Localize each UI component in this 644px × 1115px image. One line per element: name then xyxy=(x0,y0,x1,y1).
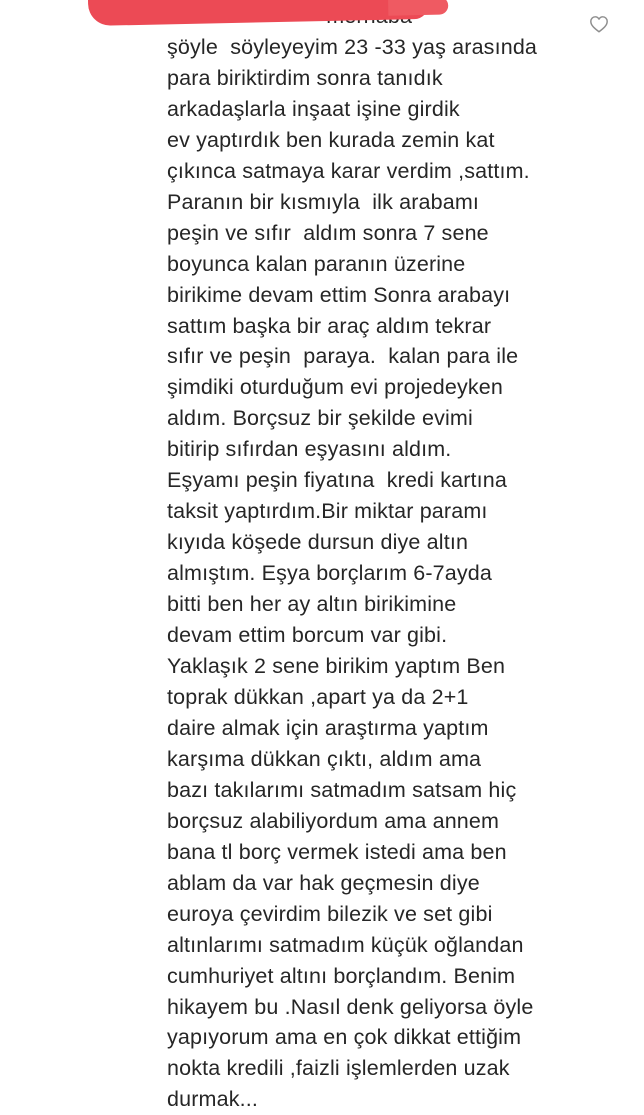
comment-line: kıyıda köşede dursun diye altın xyxy=(167,530,469,555)
comment-line: toprak dükkan ,apart ya da 2+1 xyxy=(167,684,469,709)
comment-line: nokta kredili ,faizli işlemlerden uzak xyxy=(167,1056,510,1081)
comment-line: almıştım. Eşya borçlarım 6-7ayda xyxy=(167,561,493,586)
like-button[interactable] xyxy=(587,13,611,35)
comment-line: daire almak için araştırma yaptım xyxy=(167,715,489,740)
comment-line: devam ettim borcum var gibi. xyxy=(167,623,448,648)
comment-line: altınlarımı satmadım küçük oğlandan xyxy=(167,932,524,957)
comment-line: yapıyorum ama en çok dikkat ettiğim xyxy=(167,1025,522,1050)
comment-line: peşin ve sıfır aldım sonra 7 sene xyxy=(167,220,489,245)
comment-line: şimdiki oturduğum evi projedeyken xyxy=(167,375,503,400)
comment-text xyxy=(167,1,587,1115)
comment-line: euroya çevirdim bilezik ve set gibi xyxy=(167,901,493,926)
heart-outline-icon xyxy=(589,15,609,33)
comment-line: borçsuz alabiliyordum ama annem xyxy=(167,808,500,833)
comment-line: bitti ben her ay altın birikimine xyxy=(167,592,457,617)
comment-line: karşıma dükkan çıktı, aldım ama xyxy=(167,746,482,771)
comment-line: Yaklaşık 2 sene birikim yaptım Ben xyxy=(167,654,506,679)
comment-line: birikime devam ettim Sonra arabayı xyxy=(167,282,511,307)
comment-line: Eşyamı peşin fiyatına kredi kartına xyxy=(167,468,507,493)
comment-line: şöyle söyleyeyim 23 -33 yaş arasında xyxy=(167,34,538,59)
comment-line: hikayem bu .Nasıl denk geliyorsa öyle xyxy=(167,994,534,1019)
comment-line: arkadaşlarla inşaat işine girdik xyxy=(167,96,460,121)
comment-line: ev yaptırdık ben kurada zemin kat xyxy=(167,127,495,152)
comment-line: bitirip sıfırdan eşyasını aldım. xyxy=(167,437,452,462)
comment-line: aldım. Borçsuz bir şekilde evimi xyxy=(167,406,473,431)
comment-line: bana tl borç vermek istedi ama ben xyxy=(167,839,507,864)
comment-line: çıkınca satmaya karar verdim ,sattım. xyxy=(167,158,530,183)
comment-line: sattım başka bir araç aldım tekrar xyxy=(167,313,492,338)
comment-line: Paranın bir kısmıyla ilk arabamı xyxy=(167,189,480,214)
comment-line: ablam da var hak geçmesin diye xyxy=(167,870,480,895)
comment-line: para biriktirdim sonra tanıdık xyxy=(167,65,443,90)
comment-line: bazı takılarımı satmadım satsam hiç xyxy=(167,777,517,802)
comment-line: boyunca kalan paranın üzerine xyxy=(167,251,466,276)
comment-line: taksit yaptırdım.Bir miktar paramı xyxy=(167,499,488,524)
comment-line: sıfır ve peşin paraya. kalan para ile xyxy=(167,344,519,369)
comment-line: durmak... xyxy=(167,1087,258,1112)
comment-line: cumhuriyet altını borçlandım. Benim xyxy=(167,963,516,988)
